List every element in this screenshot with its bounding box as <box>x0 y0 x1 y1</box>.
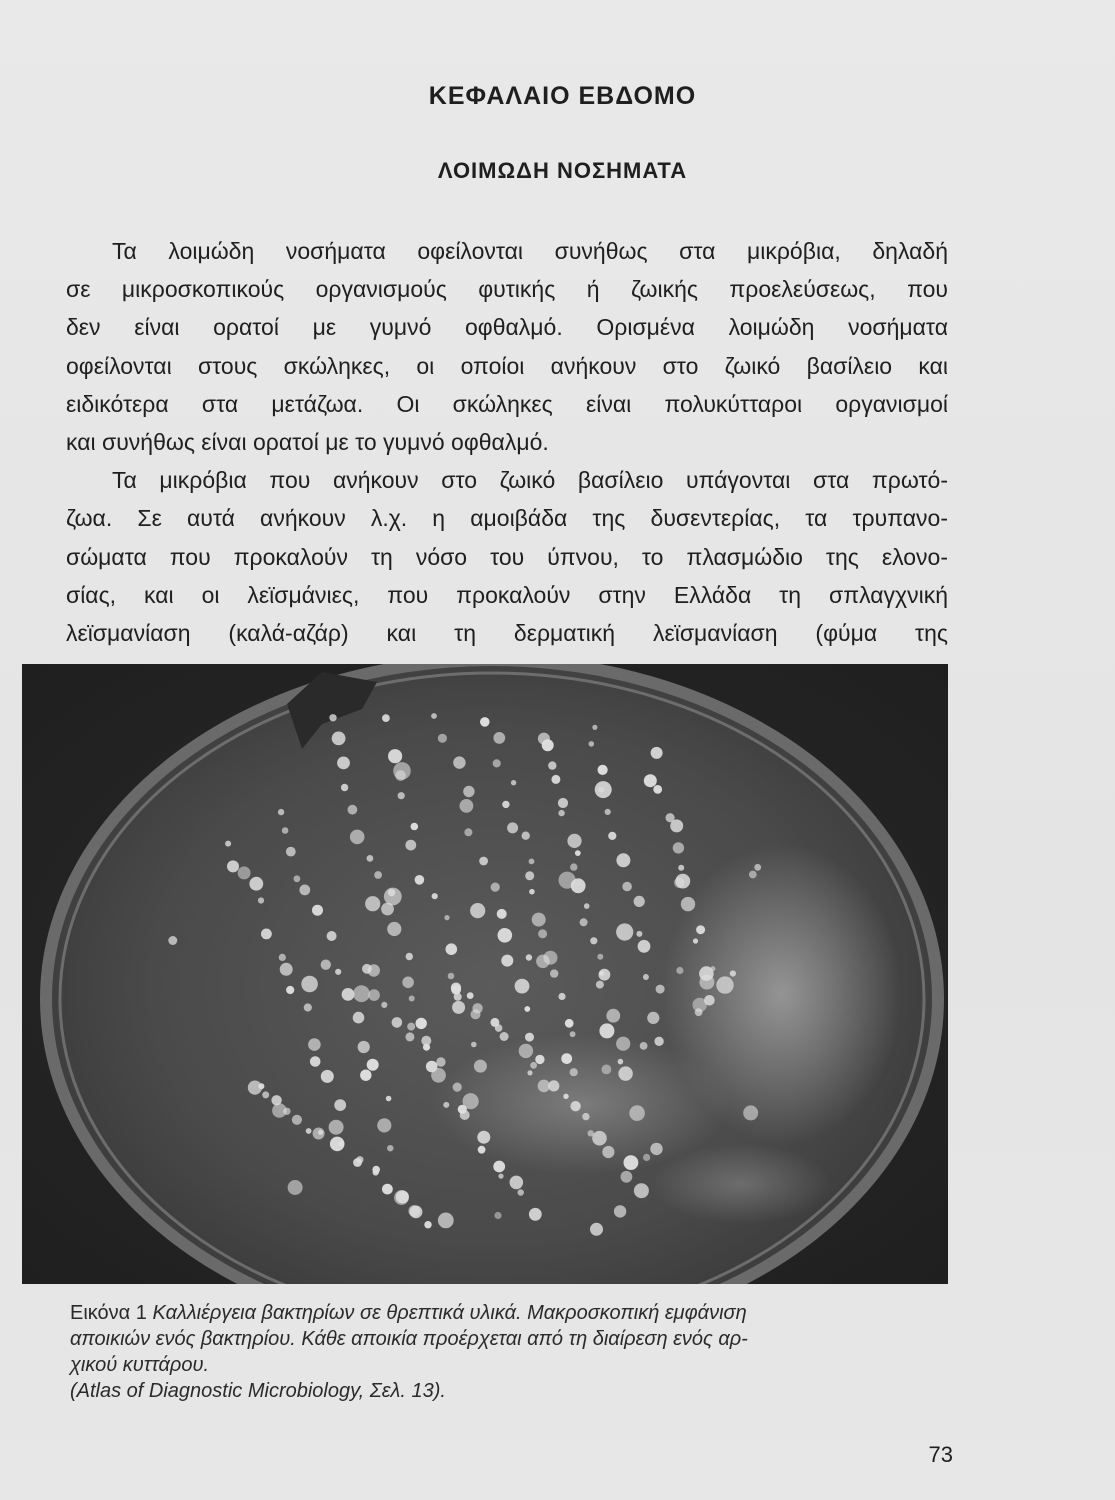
colony <box>310 1056 321 1067</box>
colony <box>538 929 547 938</box>
colony <box>730 970 736 976</box>
colony <box>507 822 518 833</box>
colony <box>168 936 177 945</box>
colony <box>640 1042 648 1050</box>
colony <box>384 888 402 906</box>
colony <box>321 1070 334 1083</box>
colony <box>477 1131 490 1144</box>
colony <box>650 1143 662 1155</box>
colony <box>529 859 535 865</box>
figure-caption <box>70 1300 950 1404</box>
colony <box>535 1055 544 1064</box>
colony <box>423 1044 430 1051</box>
colony <box>463 786 474 797</box>
colony <box>493 759 501 767</box>
colony <box>563 1094 568 1099</box>
body-line: Τα λοιμώδη νοσήματα οφείλονται συνήθως στα μικρόβια, δηλαδή <box>112 238 948 264</box>
colony <box>558 993 565 1000</box>
colony <box>288 1180 303 1195</box>
colony <box>377 1118 391 1132</box>
body-line: σε μικροσκοπικούς οργανισμούς φυτικής ή ζωικής προελεύσεως, που <box>66 276 948 303</box>
body-line: Τα μικρόβια που ανήκουν στο ζωικό βασίλειο υπάγονται στα πρωτό- <box>112 467 948 494</box>
colony <box>526 954 532 960</box>
colony <box>636 931 642 937</box>
colony <box>559 872 576 889</box>
colony <box>405 1032 414 1041</box>
colony <box>584 903 590 909</box>
colony <box>335 969 341 975</box>
colony <box>550 969 558 977</box>
colony <box>494 1212 501 1219</box>
colony <box>438 734 447 743</box>
colony <box>387 922 401 936</box>
colony <box>480 717 490 727</box>
colony <box>306 1128 312 1134</box>
colony <box>382 714 390 722</box>
colony <box>618 1059 624 1065</box>
colony <box>558 798 568 808</box>
colony <box>622 882 632 892</box>
colony <box>337 757 350 770</box>
colony <box>341 784 348 791</box>
colony <box>470 903 485 918</box>
colony <box>561 1053 572 1064</box>
colony <box>527 1070 532 1075</box>
body-line: ειδικότερα στα μετάζωα. Οι σκώληκες είναι πολυκύτταροι οργανισμοί <box>66 390 948 417</box>
colony <box>592 725 597 730</box>
page-number: 73 <box>928 1442 953 1467</box>
colony <box>334 1099 346 1111</box>
colony <box>478 1146 486 1154</box>
colony <box>515 979 530 994</box>
colony <box>491 883 500 892</box>
colony <box>438 1213 454 1229</box>
colony <box>432 893 438 899</box>
colony <box>410 1206 423 1219</box>
colony <box>495 1024 503 1032</box>
colony <box>548 761 556 769</box>
colony <box>565 1019 574 1028</box>
colony <box>407 1023 415 1031</box>
colony <box>699 966 714 981</box>
colony <box>350 830 365 845</box>
colony <box>653 785 662 794</box>
colony <box>656 985 665 994</box>
colony <box>321 960 331 970</box>
colony <box>606 1009 620 1023</box>
colony <box>278 809 284 815</box>
colony <box>356 1156 363 1163</box>
colony <box>367 855 374 862</box>
colony <box>368 989 380 1001</box>
colony <box>530 1062 537 1069</box>
colony <box>749 871 757 879</box>
body-line: σώματα που προκαλούν τη νόσο του ύπνου, το πλασμώδιο της ελονο- <box>66 543 948 570</box>
colony <box>271 1095 281 1105</box>
colony <box>262 1091 269 1098</box>
colony <box>313 1128 325 1140</box>
colony <box>454 993 462 1001</box>
colony <box>304 1003 312 1011</box>
colony <box>329 714 336 721</box>
colony <box>651 747 663 759</box>
colony <box>452 1001 465 1014</box>
colony <box>238 866 251 879</box>
colony <box>638 940 651 953</box>
colony <box>258 897 264 903</box>
colony <box>542 739 554 751</box>
colony <box>406 953 413 960</box>
colony <box>558 810 564 816</box>
bacterial-culture-image <box>22 664 948 1284</box>
colony <box>502 801 509 808</box>
colony <box>312 905 323 916</box>
colony <box>460 1110 470 1120</box>
colony <box>510 1176 524 1190</box>
colony <box>673 842 684 853</box>
section-title: ΛΟΙΜΩΔΗ ΝΟΣΗΜΑΤΑ <box>437 158 688 183</box>
colony <box>595 781 612 798</box>
colony <box>493 1161 505 1173</box>
colony <box>348 805 358 815</box>
colony <box>498 1174 503 1179</box>
colony <box>409 996 415 1002</box>
colony <box>308 1038 321 1051</box>
colony <box>602 1146 614 1158</box>
body-line: λεϊσμανίαση (καλά-αζάρ) και τη δερματική λεϊσμανίαση (φύμα της <box>66 619 948 646</box>
colony <box>453 1083 462 1092</box>
colony <box>616 1037 630 1051</box>
colony <box>596 981 604 989</box>
colony <box>567 834 581 848</box>
colony <box>444 915 449 920</box>
colony <box>616 923 633 940</box>
colony <box>299 885 310 896</box>
colony <box>678 865 684 871</box>
colony <box>282 827 289 834</box>
colony <box>497 909 507 919</box>
colony <box>386 1096 392 1102</box>
colony <box>402 977 414 989</box>
chapter-title: ΚΕΦΑΛΑΙΟ ΕΒΔΟΜΟ <box>428 82 697 110</box>
colony <box>279 954 286 961</box>
colony <box>372 1166 380 1174</box>
colony <box>249 877 263 891</box>
colony <box>674 878 684 888</box>
colony <box>493 732 505 744</box>
colony <box>332 732 346 746</box>
colony <box>597 954 603 960</box>
body-line: και συνήθως είναι ορατοί με το γυμνό οφθαλμό. <box>66 428 549 455</box>
colony <box>592 1131 607 1146</box>
colony <box>608 832 616 840</box>
colony <box>599 1023 614 1038</box>
colony <box>360 1070 371 1081</box>
colony <box>598 765 608 775</box>
colony <box>443 1102 449 1108</box>
colony <box>460 799 474 813</box>
colony <box>599 969 611 981</box>
colony <box>467 992 474 999</box>
colony <box>367 1059 379 1071</box>
colony <box>743 1105 758 1120</box>
caption-text: χικού κυττάρου. <box>70 1354 210 1376</box>
colony <box>570 863 577 870</box>
colony <box>575 850 581 856</box>
colony <box>301 976 318 993</box>
colony <box>525 871 534 880</box>
colony <box>358 1041 370 1053</box>
body-line: δεν είναι ορατοί με γυμνό οφθαλμό. Ορισμένα λοιμώδη νοσήματα <box>66 314 948 341</box>
colony <box>329 1120 344 1135</box>
body-line: οφείλονται στους σκώληκες, οι οποίοι ανήκουν στο ζωικό βασίλειο και <box>66 352 948 379</box>
colony <box>280 963 293 976</box>
colony <box>754 864 761 871</box>
colony <box>294 875 301 882</box>
colony <box>643 974 649 980</box>
colony <box>479 857 488 866</box>
colony <box>261 929 272 940</box>
colony <box>227 860 239 872</box>
colony <box>532 913 546 927</box>
colony <box>374 871 382 879</box>
colony <box>448 973 455 980</box>
colony <box>498 928 513 943</box>
colony <box>387 1145 393 1151</box>
colony <box>570 1101 580 1111</box>
colony <box>644 774 657 787</box>
body-line: ζωα. Σε αυτά ανήκουν λ.χ. η αμοιβάδα της δυσεντερίας, τα τρυπανο- <box>66 505 948 532</box>
colony <box>676 967 683 974</box>
colony <box>388 749 402 763</box>
colony <box>518 1189 524 1195</box>
colony <box>590 1223 603 1236</box>
colony <box>670 819 683 832</box>
colony <box>501 955 513 967</box>
colony <box>365 896 380 911</box>
colony <box>570 1031 576 1037</box>
body-line: σίας, και οι λεϊσμάνιες, που προκαλούν στην Ελλάδα τη σπλαγχνική <box>66 581 948 608</box>
colony <box>394 1190 409 1205</box>
colony <box>353 985 370 1002</box>
colony <box>629 1105 645 1121</box>
colony <box>605 809 611 815</box>
colony <box>453 756 465 768</box>
colony <box>616 853 630 867</box>
colony <box>424 1221 431 1228</box>
colony <box>338 1141 344 1147</box>
colony <box>551 775 560 784</box>
colony <box>681 897 695 911</box>
colony <box>392 1017 403 1028</box>
colony <box>415 875 425 885</box>
colony <box>258 1083 264 1089</box>
colony <box>393 762 411 780</box>
colony <box>382 1184 393 1195</box>
caption-text: Καλλιέργεια βακτηρίων σε θρεπτικά υλικά. Μακροσκοπική εμφάνιση <box>152 1302 747 1324</box>
colony <box>446 943 458 955</box>
colony <box>529 889 535 895</box>
caption-source: (Atlas of Diagnostic Microbiology, Σελ. 13). <box>70 1380 446 1402</box>
colony <box>696 925 705 934</box>
colony <box>647 1012 659 1024</box>
colony <box>544 951 558 965</box>
colony <box>464 828 472 836</box>
colony <box>693 938 698 943</box>
colony <box>519 1044 533 1058</box>
colony <box>436 1057 445 1066</box>
colony <box>522 832 530 840</box>
colony <box>525 1033 534 1042</box>
colony <box>225 841 231 847</box>
caption-text: αποικιών ενός βακτηρίου. Κάθε αποικία προέρχεται από τη διαίρεση ενός αρ- <box>70 1328 748 1350</box>
colony <box>474 1060 487 1073</box>
colony <box>614 1205 626 1217</box>
colony <box>342 988 355 1001</box>
figure-label: Εικόνα 1 <box>70 1302 147 1324</box>
colony <box>624 1155 639 1170</box>
colony <box>411 823 419 831</box>
colony <box>353 1012 365 1024</box>
colony <box>548 1080 559 1091</box>
colony <box>286 847 296 857</box>
colony <box>582 1113 589 1120</box>
colony <box>602 1065 612 1075</box>
colony <box>431 713 437 719</box>
colony <box>327 931 337 941</box>
colony <box>643 1154 650 1161</box>
colony <box>590 937 597 944</box>
colony <box>416 1018 427 1029</box>
colony <box>511 780 516 785</box>
colony <box>529 1208 542 1221</box>
colony <box>716 976 733 993</box>
colony <box>634 1183 649 1198</box>
colony <box>431 1068 446 1083</box>
colony <box>381 1002 387 1008</box>
colony <box>368 964 380 976</box>
colony <box>500 1032 509 1041</box>
colony <box>283 1108 290 1115</box>
colony <box>621 1171 633 1183</box>
colony <box>463 1093 479 1109</box>
colony <box>580 918 588 926</box>
colony <box>654 1037 663 1046</box>
colony <box>472 1003 482 1013</box>
colony <box>589 741 595 747</box>
colony <box>471 1042 477 1048</box>
colony <box>634 896 645 907</box>
petri-dish-photo <box>22 664 948 1284</box>
colony <box>398 792 405 799</box>
colony <box>524 1006 530 1012</box>
colony <box>286 986 294 994</box>
colony <box>695 1008 703 1016</box>
colony <box>570 1068 578 1076</box>
body-text <box>66 232 948 652</box>
colony <box>292 1115 302 1125</box>
colony <box>618 1066 632 1080</box>
colony <box>405 840 416 851</box>
